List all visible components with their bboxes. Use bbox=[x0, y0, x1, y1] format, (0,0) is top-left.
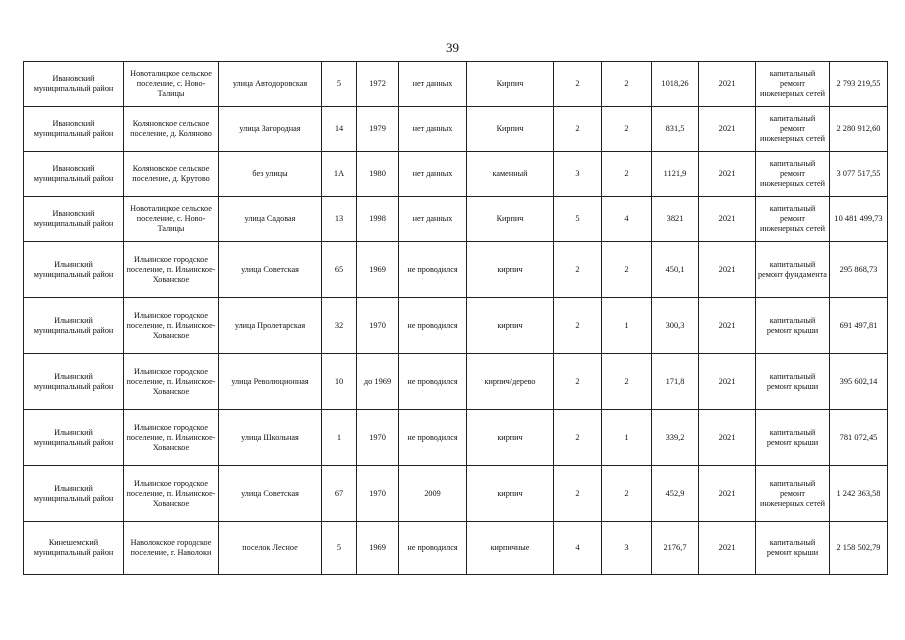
floors-cell: 2 bbox=[554, 410, 602, 466]
street-cell: улица Революционная bbox=[219, 354, 322, 410]
material-cell: Кирпич bbox=[467, 62, 554, 107]
entrances-cell: 1 bbox=[602, 298, 652, 354]
entrances-cell: 2 bbox=[602, 62, 652, 107]
planned-year-cell: 2021 bbox=[699, 62, 756, 107]
year-built-cell: 1979 bbox=[357, 107, 399, 152]
entrances-cell: 3 bbox=[602, 522, 652, 575]
year-built-cell: 1969 bbox=[357, 242, 399, 298]
settlement-cell: Ильинское городское поселение, п. Ильинское-Хованское bbox=[124, 354, 219, 410]
table-row bbox=[24, 197, 888, 242]
cost-cell: 295 868,73 bbox=[830, 242, 888, 298]
table-row bbox=[24, 298, 888, 354]
table-row bbox=[24, 152, 888, 197]
area-cell: 300,3 bbox=[652, 298, 699, 354]
entrances-cell: 2 bbox=[602, 107, 652, 152]
planned-year-cell: 2021 bbox=[699, 152, 756, 197]
house-cell: 10 bbox=[322, 354, 357, 410]
district-cell: Ильинский муниципальный район bbox=[24, 410, 124, 466]
last-repair-cell: нет данных bbox=[399, 107, 467, 152]
street-cell: поселок Лесное bbox=[219, 522, 322, 575]
house-cell: 32 bbox=[322, 298, 357, 354]
material-cell: кирпич/дерево bbox=[467, 354, 554, 410]
planned-year-cell: 2021 bbox=[699, 410, 756, 466]
page-number: 39 bbox=[446, 40, 459, 55]
planned-year-cell: 2021 bbox=[699, 522, 756, 575]
district-cell: Ильинский муниципальный район bbox=[24, 242, 124, 298]
cost-cell: 395 602,14 bbox=[830, 354, 888, 410]
year-built-cell: 1970 bbox=[357, 466, 399, 522]
last-repair-cell: нет данных bbox=[399, 197, 467, 242]
work-type-cell: капитальный ремонт инженерных сетей bbox=[756, 466, 830, 522]
material-cell: кирпич bbox=[467, 410, 554, 466]
year-built-cell: 1998 bbox=[357, 197, 399, 242]
table-row bbox=[24, 107, 888, 152]
last-repair-cell: не проводился bbox=[399, 410, 467, 466]
material-cell: кирпичные bbox=[467, 522, 554, 575]
settlement-cell: Ильинское городское поселение, п. Ильинское-Хованское bbox=[124, 410, 219, 466]
floors-cell: 2 bbox=[554, 107, 602, 152]
street-cell: улица Автодоровская bbox=[219, 62, 322, 107]
street-cell: улица Советская bbox=[219, 466, 322, 522]
work-type-cell: капитальный ремонт крыши bbox=[756, 298, 830, 354]
year-built-cell: 1970 bbox=[357, 298, 399, 354]
area-cell: 450,1 bbox=[652, 242, 699, 298]
entrances-cell: 4 bbox=[602, 197, 652, 242]
cost-cell: 691 497,81 bbox=[830, 298, 888, 354]
year-built-cell: 1980 bbox=[357, 152, 399, 197]
district-cell: Ильинский муниципальный район bbox=[24, 354, 124, 410]
settlement-cell: Коляновское сельское поселение, д. Крутово bbox=[124, 152, 219, 197]
table-row bbox=[24, 354, 888, 410]
planned-year-cell: 2021 bbox=[699, 197, 756, 242]
last-repair-cell: нет данных bbox=[399, 62, 467, 107]
floors-cell: 5 bbox=[554, 197, 602, 242]
entrances-cell: 2 bbox=[602, 242, 652, 298]
planned-year-cell: 2021 bbox=[699, 298, 756, 354]
area-cell: 1018,26 bbox=[652, 62, 699, 107]
cost-cell: 1 242 363,58 bbox=[830, 466, 888, 522]
table-row bbox=[24, 466, 888, 522]
planned-year-cell: 2021 bbox=[699, 107, 756, 152]
last-repair-cell: не проводился bbox=[399, 242, 467, 298]
capital-repair-table bbox=[23, 61, 888, 575]
house-cell: 1А bbox=[322, 152, 357, 197]
entrances-cell: 1 bbox=[602, 410, 652, 466]
settlement-cell: Новоталицкое сельское поселение, с. Ново-Талицы bbox=[124, 197, 219, 242]
district-cell: Ильинский муниципальный район bbox=[24, 466, 124, 522]
cost-cell: 2 793 219,55 bbox=[830, 62, 888, 107]
cost-cell: 781 072,45 bbox=[830, 410, 888, 466]
cost-cell: 3 077 517,55 bbox=[830, 152, 888, 197]
planned-year-cell: 2021 bbox=[699, 466, 756, 522]
floors-cell: 2 bbox=[554, 242, 602, 298]
house-cell: 67 bbox=[322, 466, 357, 522]
street-cell: улица Советская bbox=[219, 242, 322, 298]
planned-year-cell: 2021 bbox=[699, 354, 756, 410]
street-cell: улица Пролетарская bbox=[219, 298, 322, 354]
house-cell: 5 bbox=[322, 62, 357, 107]
material-cell: кирпич bbox=[467, 466, 554, 522]
street-cell: улица Садовая bbox=[219, 197, 322, 242]
house-cell: 13 bbox=[322, 197, 357, 242]
table-row bbox=[24, 242, 888, 298]
house-cell: 1 bbox=[322, 410, 357, 466]
area-cell: 339,2 bbox=[652, 410, 699, 466]
house-cell: 65 bbox=[322, 242, 357, 298]
work-type-cell: капитальный ремонт крыши bbox=[756, 410, 830, 466]
material-cell: Кирпич bbox=[467, 107, 554, 152]
settlement-cell: Новоталицкое сельское поселение, с. Ново-Талицы bbox=[124, 62, 219, 107]
last-repair-cell: не проводился bbox=[399, 354, 467, 410]
district-cell: Ивановский муниципальный район bbox=[24, 107, 124, 152]
settlement-cell: Коляновское сельское поселение, д. Коляново bbox=[124, 107, 219, 152]
area-cell: 452,9 bbox=[652, 466, 699, 522]
cost-cell: 2 158 502,79 bbox=[830, 522, 888, 575]
material-cell: Кирпич bbox=[467, 197, 554, 242]
floors-cell: 2 bbox=[554, 62, 602, 107]
year-built-cell: до 1969 bbox=[357, 354, 399, 410]
cost-cell: 2 280 912,60 bbox=[830, 107, 888, 152]
area-cell: 171,8 bbox=[652, 354, 699, 410]
work-type-cell: капитальный ремонт фундамента bbox=[756, 242, 830, 298]
year-built-cell: 1970 bbox=[357, 410, 399, 466]
street-cell: улица Школьная bbox=[219, 410, 322, 466]
material-cell: кирпич bbox=[467, 298, 554, 354]
settlement-cell: Ильинское городское поселение, п. Ильинское-Хованское bbox=[124, 242, 219, 298]
area-cell: 1121,9 bbox=[652, 152, 699, 197]
settlement-cell: Наволокское городское поселение, г. Наволоки bbox=[124, 522, 219, 575]
table-row bbox=[24, 410, 888, 466]
area-cell: 2176,7 bbox=[652, 522, 699, 575]
year-built-cell: 1972 bbox=[357, 62, 399, 107]
floors-cell: 2 bbox=[554, 466, 602, 522]
year-built-cell: 1969 bbox=[357, 522, 399, 575]
area-cell: 831,5 bbox=[652, 107, 699, 152]
entrances-cell: 2 bbox=[602, 152, 652, 197]
entrances-cell: 2 bbox=[602, 466, 652, 522]
floors-cell: 4 bbox=[554, 522, 602, 575]
work-type-cell: капитальный ремонт инженерных сетей bbox=[756, 62, 830, 107]
house-cell: 5 bbox=[322, 522, 357, 575]
table-row bbox=[24, 62, 888, 107]
table-row bbox=[24, 522, 888, 575]
floors-cell: 3 bbox=[554, 152, 602, 197]
cost-cell: 10 481 499,73 bbox=[830, 197, 888, 242]
planned-year-cell: 2021 bbox=[699, 242, 756, 298]
last-repair-cell: не проводился bbox=[399, 522, 467, 575]
work-type-cell: капитальный ремонт крыши bbox=[756, 354, 830, 410]
street-cell: без улицы bbox=[219, 152, 322, 197]
entrances-cell: 2 bbox=[602, 354, 652, 410]
floors-cell: 2 bbox=[554, 354, 602, 410]
last-repair-cell: нет данных bbox=[399, 152, 467, 197]
last-repair-cell: 2009 bbox=[399, 466, 467, 522]
last-repair-cell: не проводился bbox=[399, 298, 467, 354]
district-cell: Ильинский муниципальный район bbox=[24, 298, 124, 354]
work-type-cell: капитальный ремонт инженерных сетей bbox=[756, 197, 830, 242]
settlement-cell: Ильинское городское поселение, п. Ильинское-Хованское bbox=[124, 298, 219, 354]
district-cell: Кинешемский муниципальный район bbox=[24, 522, 124, 575]
area-cell: 3821 bbox=[652, 197, 699, 242]
district-cell: Ивановский муниципальный район bbox=[24, 62, 124, 107]
floors-cell: 2 bbox=[554, 298, 602, 354]
material-cell: каменный bbox=[467, 152, 554, 197]
house-cell: 14 bbox=[322, 107, 357, 152]
street-cell: улица Загородная bbox=[219, 107, 322, 152]
work-type-cell: капитальный ремонт инженерных сетей bbox=[756, 152, 830, 197]
material-cell: кирпич bbox=[467, 242, 554, 298]
settlement-cell: Ильинское городское поселение, п. Ильинское-Хованское bbox=[124, 466, 219, 522]
district-cell: Ивановский муниципальный район bbox=[24, 197, 124, 242]
district-cell: Ивановский муниципальный район bbox=[24, 152, 124, 197]
work-type-cell: капитальный ремонт крыши bbox=[756, 522, 830, 575]
work-type-cell: капитальный ремонт инженерных сетей bbox=[756, 107, 830, 152]
